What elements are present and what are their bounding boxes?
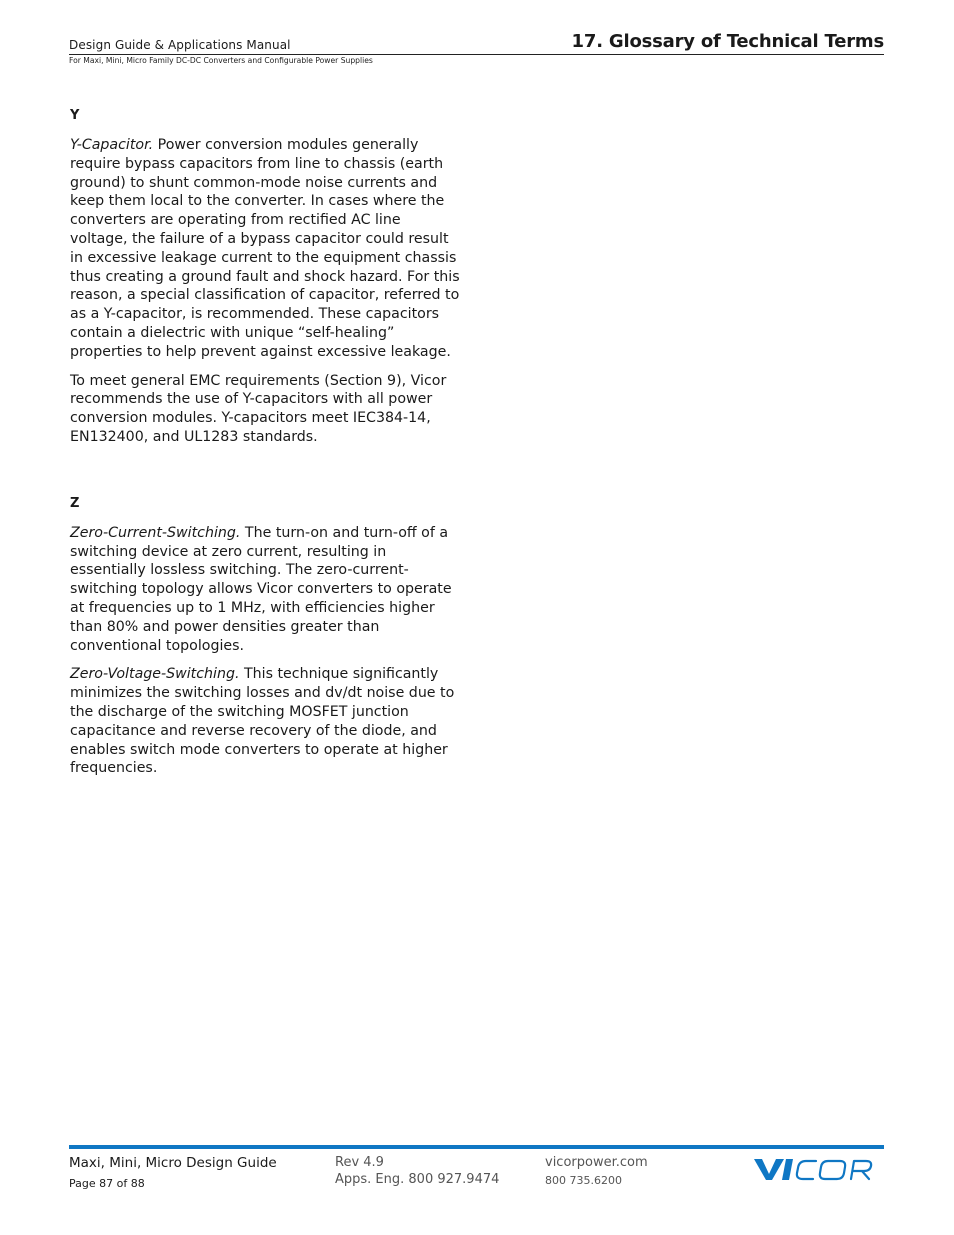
- footer-guide-name: Maxi, Mini, Micro Design Guide: [69, 1155, 277, 1171]
- document-title: Design Guide & Applications Manual: [69, 38, 291, 52]
- glossary-entry-y-capacitor: [70, 136, 462, 362]
- glossary-entry-zcs: [70, 524, 462, 656]
- section-title: 17. Glossary of Technical Terms: [571, 31, 884, 52]
- glossary-entry-zvs: [70, 665, 462, 778]
- glossary-paragraph-emc: [70, 372, 462, 447]
- glossary-definition: This technique significantly minimizes the switching losses and dv/dt noise due to the discharge of the switching MOSFET junction capacitance and reverse recovery of the diode, and enables switch mode converters to operate at higher frequencies.: [70, 666, 455, 777]
- glossary-term: Zero-Current-Switching.: [70, 524, 241, 541]
- glossary-definition: To meet general EMC requirements (Section 9), Vicor recommends the use of Y-capacitors with all power conversion modules. Y-capacitors meet IEC384-14, EN132400, and UL1283 standards.: [70, 372, 447, 445]
- glossary-definition: Power conversion modules generally require bypass capacitors from line to chassis (earth ground) to shunt common-mode noise currents and keep them local to the converter. In cases where the converters are operating from rectified AC line voltage, the failure of a bypass capacitor could result in excessive leakage current to the equipment chassis thus creating a ground fault and shock hazard. For this reason, a special classification of capacitor, referred to as a Y-capacitor, is recommended. These capacitors contain a dielectric with unique “self-healing” properties to help prevent against excessive leakage.: [70, 137, 460, 360]
- section-spacer: [70, 457, 462, 495]
- footer-website: vicorpower.com: [545, 1155, 648, 1170]
- page-header: [69, 30, 884, 55]
- glossary-definition: The turn-on and turn-off of a switching device at zero current, resulting in essentially lossless switching. The zero-current-switching topology allows Vicor converters to operate at frequencies up to 1 MHz, with efficiencies higher than 80% and power densities greater than conventional topologies.: [70, 524, 452, 654]
- vicor-logo: [752, 1148, 886, 1188]
- letter-heading-y: Y: [70, 108, 80, 123]
- glossary-content: [70, 107, 462, 788]
- document-subtitle: For Maxi, Mini, Micro Family DC-DC Converters and Configurable Power Supplies: [69, 56, 373, 65]
- glossary-term: Y-Capacitor.: [70, 137, 154, 153]
- footer-phone: 800 735.6200: [545, 1174, 622, 1187]
- glossary-term: Zero-Voltage-Switching.: [70, 666, 240, 683]
- footer-page-number: Page 87 of 88: [69, 1177, 145, 1190]
- footer-revision: Rev 4.9: [335, 1155, 384, 1170]
- footer-apps-eng-phone: Apps. Eng. 800 927.9474: [335, 1172, 500, 1187]
- letter-heading-z: Z: [70, 495, 80, 511]
